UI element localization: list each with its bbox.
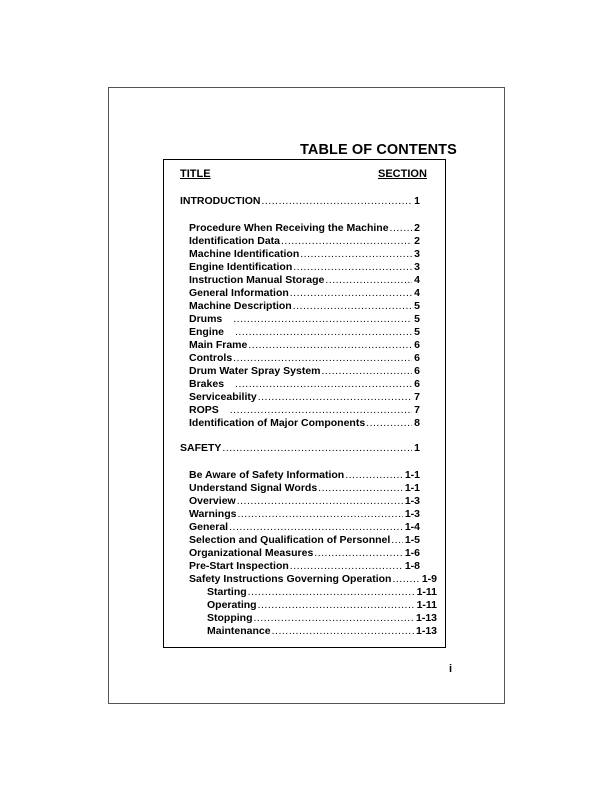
leader-dots bbox=[300, 248, 412, 261]
toc-subentry[interactable] bbox=[207, 586, 437, 599]
toc-page-number: 7 bbox=[414, 391, 420, 403]
toc-entry-label: Be Aware of Safety Information bbox=[189, 469, 345, 481]
toc-entry[interactable] bbox=[189, 391, 420, 404]
toc-page-number: 4 bbox=[414, 287, 420, 299]
page-number: i bbox=[449, 663, 453, 675]
toc-entry[interactable] bbox=[189, 248, 420, 261]
toc-subentry[interactable] bbox=[207, 625, 437, 638]
leader-dots bbox=[233, 352, 412, 365]
leader-dots bbox=[262, 195, 413, 208]
toc-entry[interactable] bbox=[189, 274, 420, 287]
toc-page-number: 1-11 bbox=[416, 599, 437, 611]
toc-page-number: 2 bbox=[414, 235, 420, 247]
toc-entry-label: Engine bbox=[189, 326, 225, 338]
toc-entry-label: Engine Identification bbox=[189, 261, 293, 273]
leader-dots bbox=[272, 625, 414, 638]
leader-dots bbox=[258, 599, 415, 612]
toc-entry[interactable] bbox=[189, 469, 420, 482]
toc-entry-label: Serviceability bbox=[189, 391, 257, 403]
toc-entry-label: Machine Description bbox=[189, 300, 292, 312]
toc-entry[interactable] bbox=[189, 339, 420, 352]
leader-dots bbox=[237, 495, 403, 508]
leader-dots bbox=[345, 469, 403, 482]
leader-dots bbox=[248, 586, 415, 599]
toc-section-label: INTRODUCTION bbox=[180, 195, 261, 207]
toc-page-number: 1-3 bbox=[404, 508, 420, 520]
toc-page-number: 2 bbox=[414, 222, 420, 234]
toc-entry[interactable] bbox=[189, 326, 420, 339]
toc-entry[interactable] bbox=[189, 547, 420, 560]
leader-dots bbox=[229, 521, 403, 534]
toc-entry-label: Overview bbox=[189, 495, 236, 507]
toc-page-number: 1 bbox=[414, 195, 420, 207]
toc-subentry[interactable] bbox=[207, 599, 437, 612]
toc-entry[interactable] bbox=[189, 521, 420, 534]
toc-page-number: 1-3 bbox=[404, 495, 420, 507]
toc-page-number: 6 bbox=[414, 378, 420, 390]
toc-entry-label: Brakes bbox=[189, 378, 225, 390]
toc-section-label: SAFETY bbox=[180, 442, 222, 454]
leader-dots bbox=[325, 274, 412, 287]
toc-entry-label: ROPS bbox=[189, 404, 219, 416]
toc-entry[interactable] bbox=[189, 313, 420, 326]
toc-page-number: 1-5 bbox=[404, 534, 420, 546]
toc-entry[interactable] bbox=[189, 560, 420, 573]
toc-page-number: 1-11 bbox=[416, 586, 437, 598]
toc-entry-label: Selection and Qualification of Personnel bbox=[189, 534, 391, 546]
toc-entry-label: Identification Data bbox=[189, 235, 281, 247]
toc-page-number: 6 bbox=[414, 365, 420, 377]
leader-dots bbox=[235, 378, 412, 391]
toc-entry-label: Starting bbox=[207, 586, 247, 598]
toc-entry[interactable] bbox=[189, 573, 437, 586]
toc-entry-label: Maintenance bbox=[207, 625, 271, 637]
toc-entry[interactable] bbox=[189, 365, 420, 378]
toc-entry-label: Machine Identification bbox=[189, 248, 300, 260]
toc-page-number: 1-1 bbox=[404, 482, 420, 494]
toc-page-number: 5 bbox=[414, 326, 420, 338]
toc-entry[interactable] bbox=[189, 300, 420, 313]
leader-dots bbox=[391, 534, 403, 547]
toc-entry-label: Safety Instructions Governing Operation bbox=[189, 573, 392, 585]
leader-dots bbox=[222, 442, 412, 455]
toc-entry[interactable] bbox=[189, 534, 420, 547]
toc-entry[interactable] bbox=[189, 235, 420, 248]
toc-entry-label: Understand Signal Words bbox=[189, 482, 318, 494]
toc-page-number: 8 bbox=[414, 417, 420, 429]
toc-page-number: 1-8 bbox=[404, 560, 420, 572]
toc-page-number: 4 bbox=[414, 274, 420, 286]
toc-entry-label: Main Frame bbox=[189, 339, 248, 351]
toc-entry[interactable] bbox=[189, 261, 420, 274]
toc-entry[interactable] bbox=[189, 378, 420, 391]
leader-dots bbox=[237, 508, 402, 521]
toc-entry[interactable] bbox=[189, 417, 420, 430]
leader-dots bbox=[366, 417, 412, 430]
toc-page-number: 5 bbox=[414, 300, 420, 312]
leader-dots bbox=[248, 339, 412, 352]
toc-page-number: 7 bbox=[414, 404, 420, 416]
column-header-section: SECTION bbox=[378, 168, 427, 180]
toc-section-safety[interactable] bbox=[180, 442, 420, 455]
toc-entry[interactable] bbox=[189, 222, 420, 235]
leader-dots bbox=[233, 313, 412, 326]
toc-page-number: 1-13 bbox=[415, 612, 437, 624]
leader-dots bbox=[322, 365, 413, 378]
leader-dots bbox=[254, 612, 414, 625]
toc-page-number: 1-4 bbox=[404, 521, 420, 533]
toc-entry-label: Operating bbox=[207, 599, 257, 611]
leader-dots bbox=[390, 222, 413, 235]
toc-entry-label: Drum Water Spray System bbox=[189, 365, 321, 377]
toc-entry-label: Organizational Measures bbox=[189, 547, 314, 559]
column-header-title: TITLE bbox=[180, 168, 211, 180]
toc-entry[interactable] bbox=[189, 495, 420, 508]
leader-dots bbox=[314, 547, 403, 560]
toc-entry-label: Procedure When Receiving the Machine bbox=[189, 222, 389, 234]
toc-entry-label: Identification of Major Components bbox=[189, 417, 366, 429]
toc-page-number: 1-1 bbox=[404, 469, 420, 481]
leader-dots bbox=[290, 560, 403, 573]
toc-entry-label: Warnings bbox=[189, 508, 237, 520]
toc-entry-label: General bbox=[189, 521, 229, 533]
leader-dots bbox=[318, 482, 403, 495]
leader-dots bbox=[293, 261, 412, 274]
toc-entry-label: General Information bbox=[189, 287, 289, 299]
toc-entry-label: Instruction Manual Storage bbox=[189, 274, 325, 286]
leader-dots bbox=[293, 300, 412, 313]
leader-dots bbox=[290, 287, 412, 300]
toc-page-number: 1 bbox=[414, 442, 420, 454]
leader-dots bbox=[281, 235, 412, 248]
toc-page-number: 3 bbox=[414, 261, 420, 273]
toc-page-number: 1-6 bbox=[404, 547, 420, 559]
toc-page-number: 1-9 bbox=[421, 573, 437, 585]
leader-dots bbox=[392, 573, 419, 586]
toc-page-number: 1-13 bbox=[415, 625, 437, 637]
toc-subentry[interactable] bbox=[207, 612, 437, 625]
toc-entry-label: Pre-Start Inspection bbox=[189, 560, 289, 572]
leader-dots bbox=[235, 326, 412, 339]
toc-entry[interactable] bbox=[189, 404, 420, 417]
toc-page-number: 6 bbox=[414, 352, 420, 364]
toc-page-number: 5 bbox=[414, 313, 420, 325]
toc-entry[interactable] bbox=[189, 352, 420, 365]
toc-page-number: 3 bbox=[414, 248, 420, 260]
toc-entry[interactable] bbox=[189, 482, 420, 495]
toc-entry-label: Drums bbox=[189, 313, 223, 325]
toc-page-number: 6 bbox=[414, 339, 420, 351]
leader-dots bbox=[230, 404, 412, 417]
toc-section-introduction[interactable] bbox=[180, 195, 420, 208]
toc-entry[interactable] bbox=[189, 508, 420, 521]
leader-dots bbox=[258, 391, 412, 404]
toc-entry-label: Stopping bbox=[207, 612, 253, 624]
toc-entry[interactable] bbox=[189, 287, 420, 300]
page-title: TABLE OF CONTENTS bbox=[300, 142, 457, 158]
toc-entry-label: Controls bbox=[189, 352, 233, 364]
